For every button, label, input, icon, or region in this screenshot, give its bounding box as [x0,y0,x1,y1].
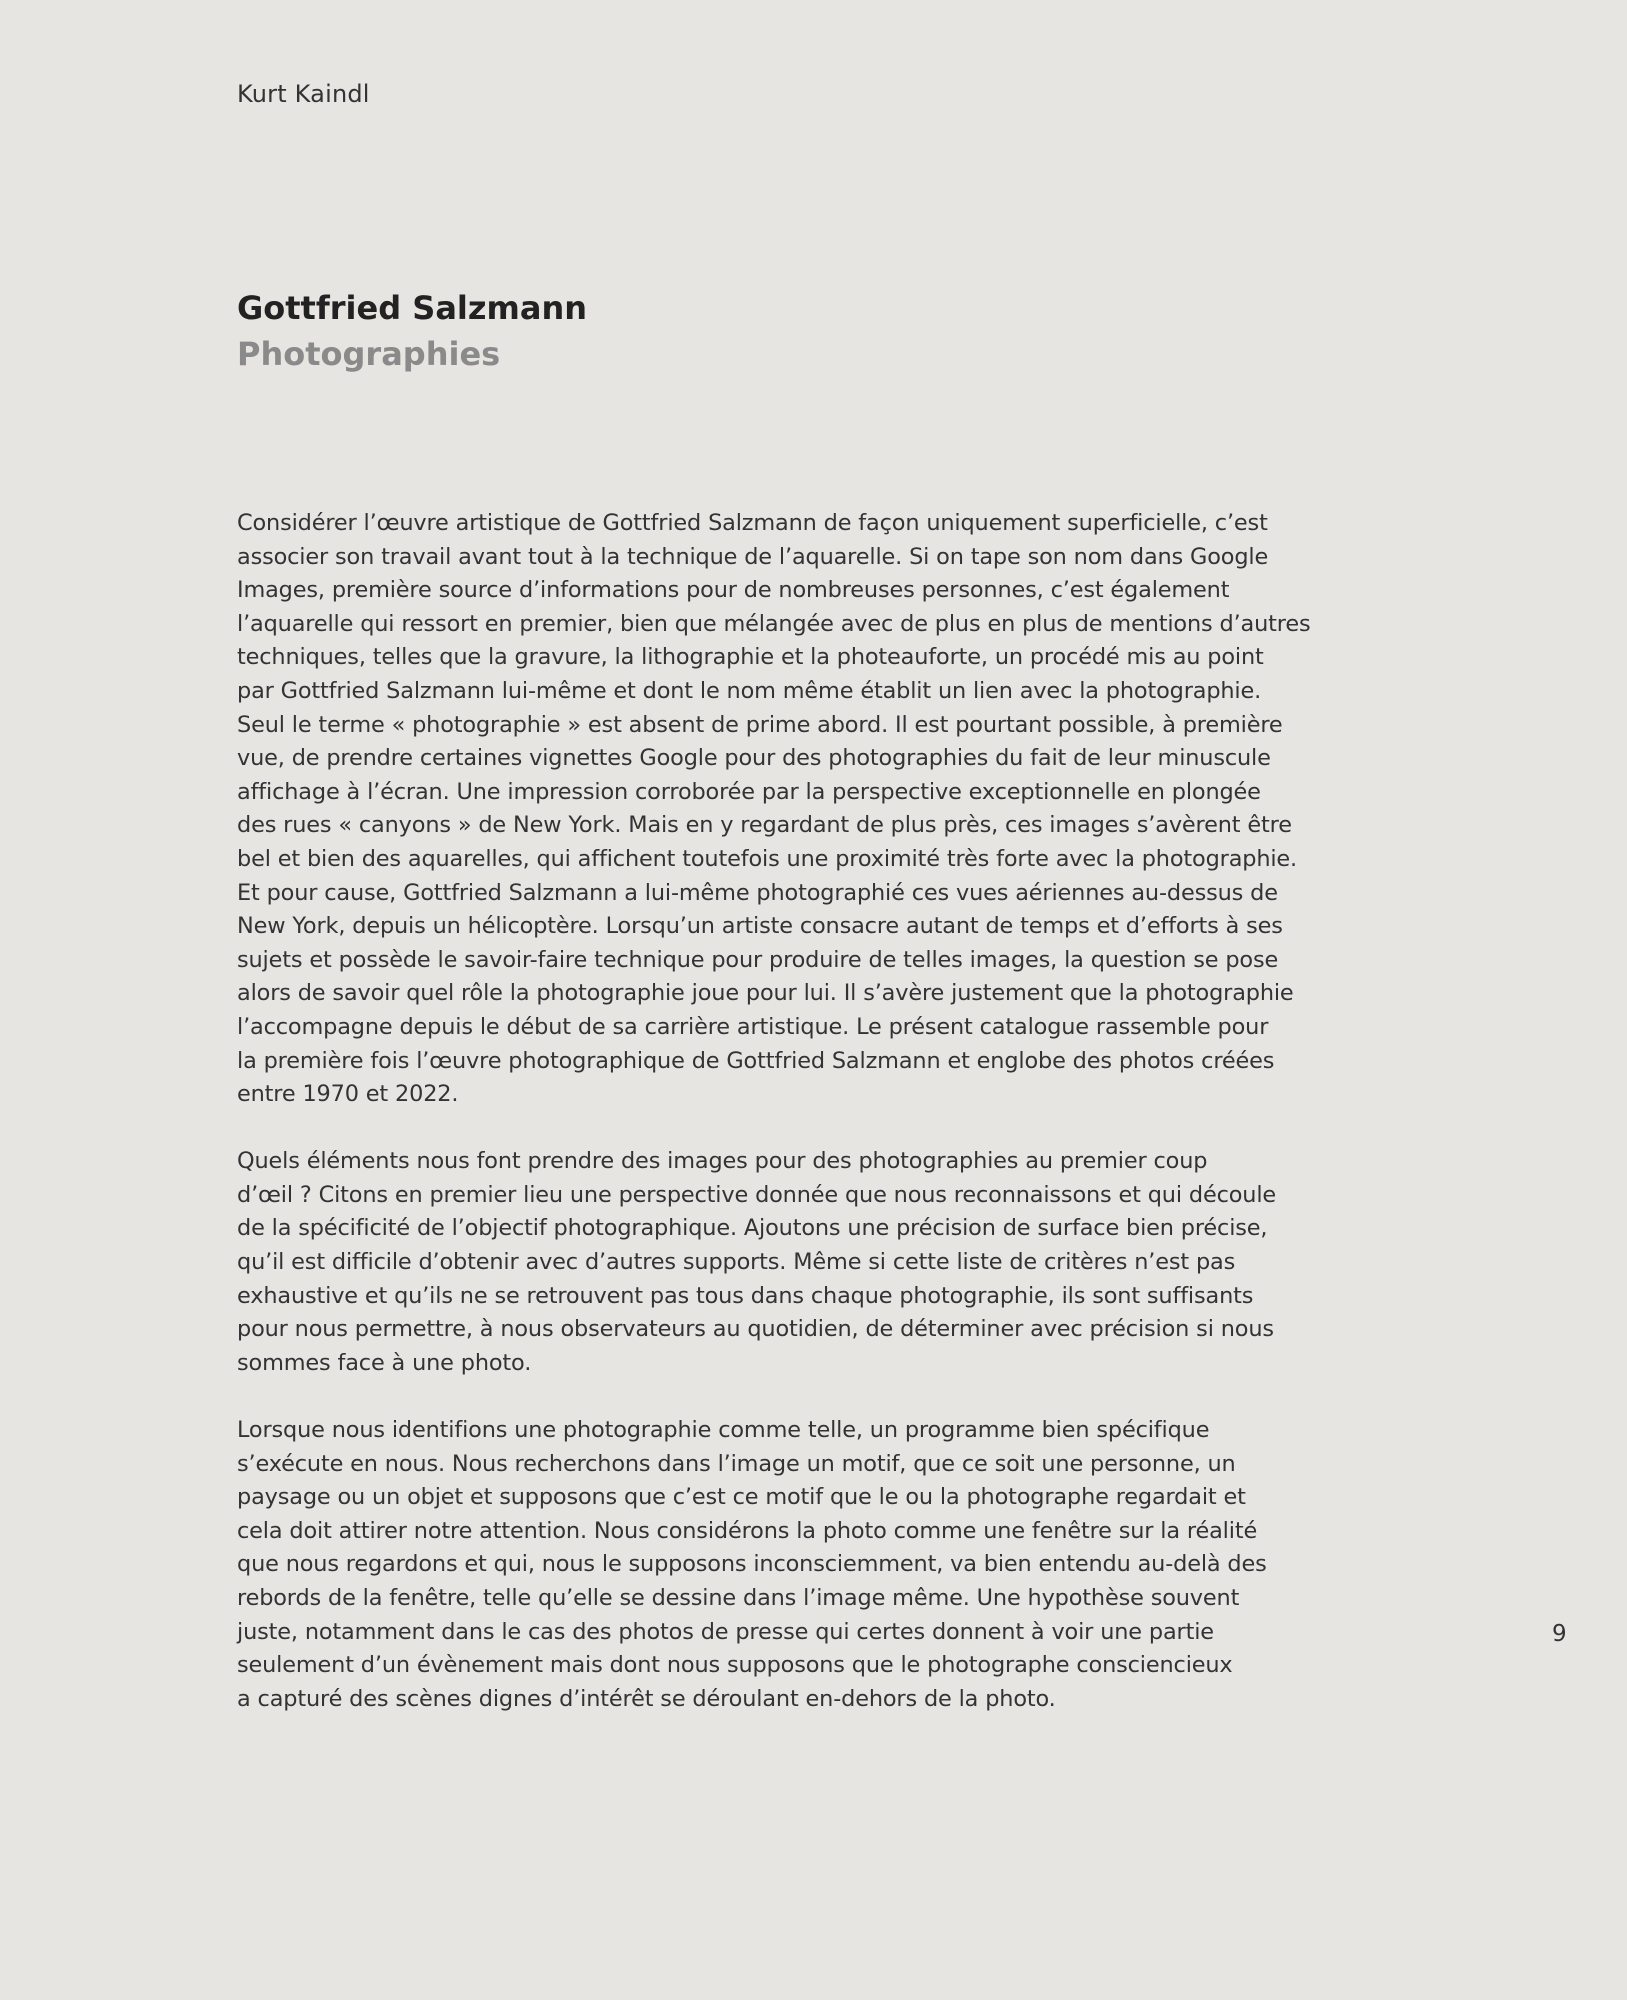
text-line: l’aquarelle qui ressort en premier, bien que mélangée avec de plus en plus de mentions d’autres [237,610,1311,637]
text-line: que nous regardons et qui, nous le supposons inconsciemment, va bien entendu au-delà des [237,1551,1267,1578]
text-line: sujets et possède le savoir-faire technique pour produire de telles images, la question se pose [237,946,1279,973]
text-line: Et pour cause, Gottfried Salzmann a lui-même photographié ces vues aériennes au-dessus de [237,879,1278,906]
text-line: des rues « canyons » de New York. Mais en y regardant de plus près, ces images s’avèrent être [237,812,1292,839]
text-line: Quels éléments nous font prendre des images pour des photographies au premier coup [237,1148,1208,1175]
text-line: Considérer l’œuvre artistique de Gottfried Salzmann de façon uniquement superficielle, c’est [237,510,1268,536]
text-line: qu’il est difficile d’obtenir avec d’autres supports. Même si cette liste de critères n’est pas [237,1249,1236,1276]
text-line: Images, première source d’informations pour de nombreuses personnes, c’est également [237,577,1230,604]
text-line: New York, depuis un hélicoptère. Lorsqu’un artiste consacre autant de temps et d’efforts à ses [237,913,1283,940]
page-number: 9 [1552,1621,1567,1647]
text-line: sommes face à une photo. [237,1349,532,1376]
text-line: cela doit attirer notre attention. Nous considérons la photo comme une fenêtre sur la réalité [237,1517,1258,1544]
text-line: Lorsque nous identifions une photographie comme telle, un programme bien spécifique [237,1417,1210,1444]
paragraph [237,507,1387,1112]
text-line: associer son travail avant tout à la technique de l’aquarelle. Si on tape son nom dans Google [237,543,1269,570]
text-line: paysage ou un objet et supposons que c’est ce motif que le ou la photographe regardait et [237,1484,1246,1511]
text-line: techniques, telles que la gravure, la lithographie et la photeauforte, un procédé mis au point [237,644,1264,671]
body-text [237,507,1387,1716]
text-line: juste, notamment dans le cas des photos de presse qui certes donnent à voir une partie [237,1618,1214,1645]
text-line: entre 1970 et 2022. [237,1081,459,1108]
running-header-author: Kurt Kaindl [237,80,370,108]
page-title: Gottfried Salzmann [237,289,587,327]
text-line: seulement d’un évènement mais dont nous supposons que le photographe consciencieux [237,1652,1233,1679]
text-line: Seul le terme « photographie » est absent de prime abord. Il est pourtant possible, à première [237,711,1283,738]
text-line: pour nous permettre, à nous observateurs au quotidien, de déterminer avec précision si nous [237,1316,1274,1343]
text-line: par Gottfried Salzmann lui-même et dont le nom même établit un lien avec la photographie. [237,677,1262,704]
text-line: la première fois l’œuvre photographique de Gottfried Salzmann et englobe des photos créées [237,1047,1275,1074]
text-line: a capturé des scènes dignes d’intérêt se déroulant en-dehors de la photo. [237,1685,1056,1712]
paragraph [237,1414,1387,1716]
text-line: bel et bien des aquarelles, qui affichent toutefois une proximité très forte avec la photographie. [237,845,1298,872]
page-subtitle: Photographies [237,335,501,373]
heading-block [237,285,587,377]
paragraph [237,1145,1387,1380]
text-line: affichage à l’écran. Une impression corroborée par la perspective exceptionnelle en plongée [237,778,1261,805]
text-line: rebords de la fenêtre, telle qu’elle se dessine dans l’image même. Une hypothèse souvent [237,1585,1240,1611]
text-line: alors de savoir quel rôle la photographie joue pour lui. Il s’avère justement que la photographie [237,980,1294,1007]
text-line: d’œil ? Citons en premier lieu une perspective donnée que nous reconnaissons et qui découle [237,1181,1277,1208]
text-line: s’exécute en nous. Nous recherchons dans l’image un motif, que ce soit une personne, un [237,1450,1236,1477]
text-line: l’accompagne depuis le début de sa carrière artistique. Le présent catalogue rassemble pour [237,1013,1269,1040]
text-line: de la spécificité de l’objectif photographique. Ajoutons une précision de surface bien précise, [237,1215,1268,1242]
text-line: vue, de prendre certaines vignettes Google pour des photographies du fait de leur minuscule [237,745,1271,772]
text-line: exhaustive et qu’ils ne se retrouvent pas tous dans chaque photographie, ils sont suffisants [237,1282,1254,1309]
